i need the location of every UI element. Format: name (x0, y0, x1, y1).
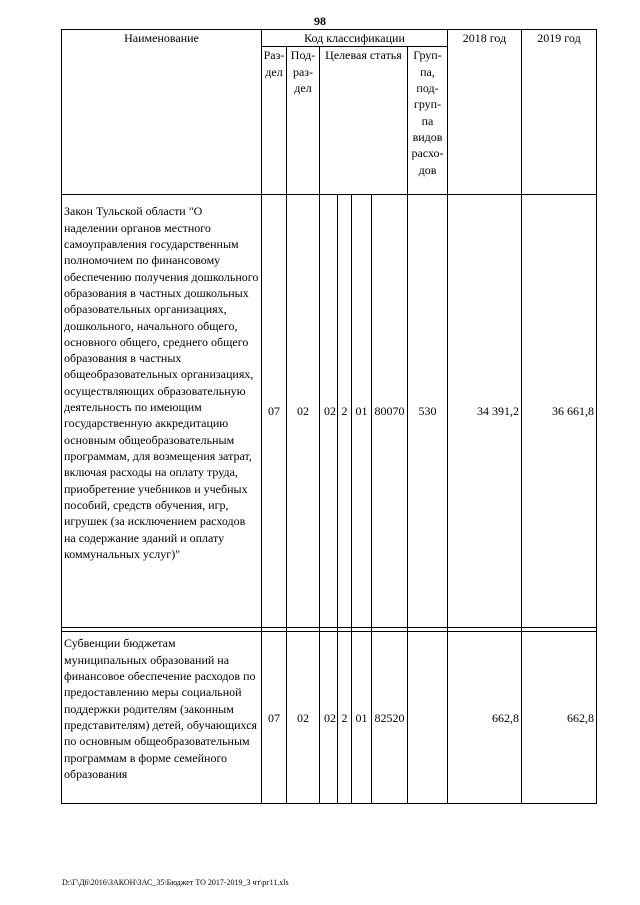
row-target-part3: 01 (352, 195, 372, 628)
header-year-2018: 2018 год (448, 30, 522, 195)
row-target-part1: 02 (320, 632, 338, 804)
row-name: Закон Тульской области "О наделении органов местного самоуправления государственным полномочием по финансовому обеспечению получения дошкольного образования в частных дошкольных образовательных организациях, дошкольного, начального общего, основного общего, среднего общего образования в частных общеобразовательных организациях, осуществляющих образовательную деятельность по имеющим государственную аккредитацию основным общеобразовательным программам, для возмещения затрат, включая расходы на оплату труда, приобретение учебников и учебных пособий, средств обучения, игр, игрушек (за исключением расходов на содержание зданий и оплату коммунальных услуг)" (62, 195, 262, 628)
row-expense-group: 530 (408, 195, 448, 628)
row-subsection: 02 (287, 195, 320, 628)
header-subsection: Под-раз-дел (287, 47, 320, 195)
row-section: 07 (262, 632, 287, 804)
row-amount-2019: 36 661,8 (522, 195, 597, 628)
row-amount-2018: 34 391,2 (448, 195, 522, 628)
row-target-part4: 82520 (372, 632, 408, 804)
row-target-part4: 80070 (372, 195, 408, 628)
table-row (62, 195, 597, 628)
header-row-top (62, 30, 597, 47)
table-row (62, 632, 597, 804)
row-target-part3: 01 (352, 632, 372, 804)
page-number: 98 (314, 14, 326, 28)
row-subsection: 02 (287, 632, 320, 804)
row-target-part2: 2 (338, 632, 352, 804)
header-name: Наименование (62, 30, 262, 195)
header-year-2019: 2019 год (522, 30, 597, 195)
header-target-article: Целевая статья (320, 47, 408, 195)
header-classification: Код классификации (262, 30, 448, 47)
budget-table (61, 29, 597, 804)
row-amount-2019: 662,8 (522, 632, 597, 804)
header-expense-group: Груп-па, под-груп-па видов расхо-дов (408, 47, 448, 195)
row-amount-2018: 662,8 (448, 632, 522, 804)
footer-file-path: D:\Г\Д6\2016\ЗАКОН\ЗАС_35\Бюджет ТО 2017-2019_3 чт\рг11.xls (62, 878, 289, 887)
row-section: 07 (262, 195, 287, 628)
row-target-part2: 2 (338, 195, 352, 628)
row-target-part1: 02 (320, 195, 338, 628)
row-name: Субвенции бюджетам муниципальных образований на финансовое обеспечение расходов по предоставлению меры социальной поддержки родителям (законным представителям) детей, обучающихся по основным общеобразовательным программам в форме семейного образования (62, 632, 262, 804)
row-expense-group (408, 632, 448, 804)
header-section: Раз-дел (262, 47, 287, 195)
